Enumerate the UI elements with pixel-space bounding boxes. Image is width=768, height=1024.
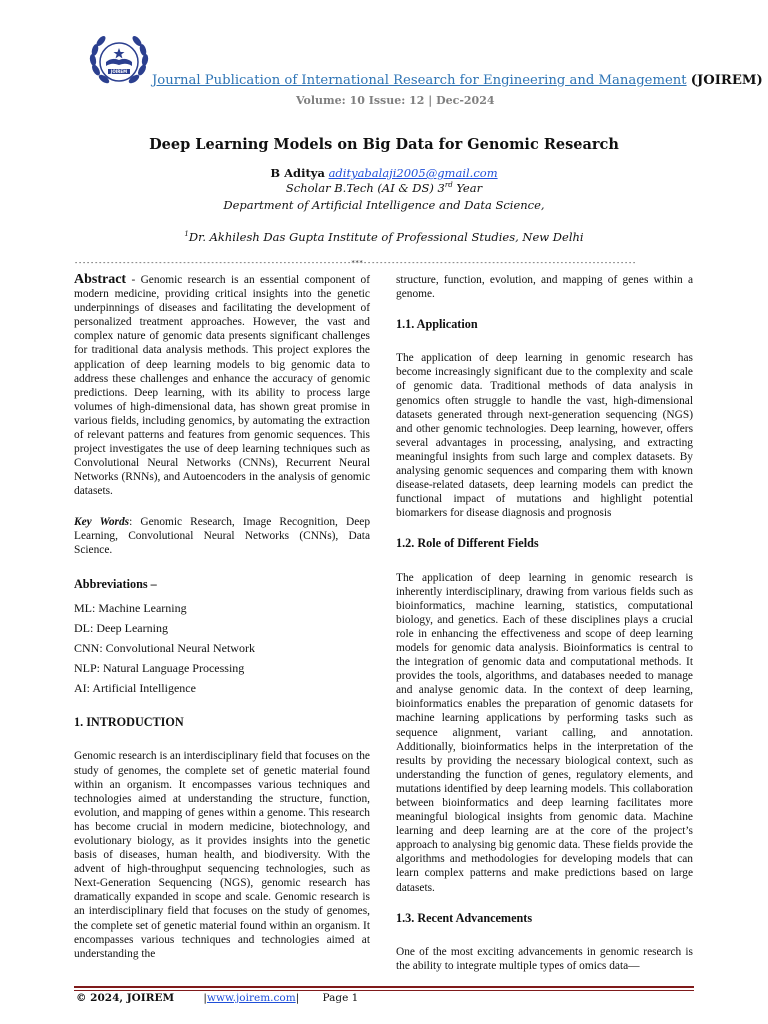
section-roles-text: The application of deep learning in genomic research is inherently interdisciplinary, drawing from various fields such as bioinformatics, machine learning, statistics, computational biology, and genetics. Each of these disciplines plays a crucial role in enhancing the effectiveness and scope of deep learning models for genomic data analysis. Bioinformatics is central to the integration of genomic data and computational methods. It provides the tools, algorithms, and databases needed to manage and analyse genomic data. In the context of deep learning, bioinformatics enables the preparation of genomic datasets for machine learning applications by performing tasks such as sequence alignment, variant calling, and annotation. Additionally, bioinformatics helps in the interpretation of the results by providing the necessary biological context, such as understanding the function of genes, regulatory elements, and mutations identified by deep learning models. This collaboration between bioinformatics and deep learning facilitates more meaningful biological insights from genomic data. Machine learning and deep learning are at the core of the project’s approach to analysing big genomic data. These fields provide the algorithms and methodologies for developing models that can learn complex patterns and make predictions based on large datasets. (396, 571, 693, 894)
right-column (396, 273, 693, 973)
affiliation-institute: $^1$Dr. Akhilesh Das Gupta Institute of Professional Studies, New Delhi (184, 230, 584, 244)
keywords-label: Key Words (74, 515, 130, 528)
journal-name-link[interactable]: Journal Publication of International Research for Engineering and Management (152, 73, 687, 88)
author-name: B Aditya (270, 166, 325, 180)
abbreviation-item: DL: Deep Learning (74, 620, 168, 635)
footer-copyright: © 2024, JOIREM (76, 992, 175, 1004)
affiliation-department: Department of Artificial Intelligence and Data Science, (223, 198, 545, 212)
section-advancements-heading: 1.3. Recent Advancements (396, 910, 533, 925)
abbreviation-item: NLP: Natural Language Processing (74, 661, 245, 676)
footer-divider-end: | (295, 992, 300, 1004)
section-application-text: The application of deep learning in genomic research has become increasingly significant due to the complexity and scale of genomic data. Traditional methods of data analysis in genomics often struggle to handle the vast, high-dimensional datasets generated through next-generation sequencing (NGS) and other genomic technologies. Deep learning, however, offers several advantages in processing, analysing, and extracting meaningful insights from such large and complex datasets. By analysing genomic sequences and comparing them with known disease-related datasets, deep learning models can predict the functional impact of mutations and highlight potential biomarkers for disease diagnosis and prognosis (396, 352, 693, 520)
section-roles-heading: 1.2. Role of Different Fields (396, 536, 539, 551)
abbreviation-item: ML: Machine Learning (74, 600, 187, 615)
svg-text:JOIREM: JOIREM (110, 69, 128, 74)
abstract (74, 273, 370, 499)
introduction-text: Genomic research is an interdisciplinary field that focuses on the study of genomes, the complete set of genetic material found within an organism. It encompasses various techniques and technologies aimed at understanding the structure, function, evolution, and mapping of genes within a genome. This research has become crucial in modern medicine, biotechnology, and evolutionary biology, as it provides insights into the genetic basis of diseases, human health, and biodiversity. With the advent of high-throughput sequencing technologies, such as Next-Generation Sequencing (NGS), genomic research has dramatically expanded in scope and scale. Genomic research is an interdisciplinary field that focuses on the study of genomes, the complete set of genetic material found within an organism. It encompasses various techniques and technologies aimed at understanding the (74, 750, 370, 960)
introduction-heading: 1. INTRODUCTION (74, 715, 184, 730)
paper-title: Deep Learning Models on Big Data for Genomic Research (149, 136, 619, 153)
page-footer (76, 992, 358, 1004)
abbreviations-heading: Abbreviations – (74, 576, 157, 591)
footer-rule (74, 986, 694, 988)
keywords-text: : Genomic Research, Image Recognition, Deep Learning, Convolutional Neural Networks (CNNs), Data Science. (74, 515, 371, 556)
section-advancements-text: One of the most exciting advancements in genomic research is the ability to integrate multiple types of omics data— (396, 945, 693, 972)
keywords (74, 515, 370, 557)
journal-header (0, 73, 768, 88)
footer-divider: | (203, 992, 207, 1004)
section-application-heading: 1.1. Application (396, 317, 478, 332)
abbreviation-item: AI: Artificial Intelligence (74, 681, 196, 696)
abstract-heading: Abstract (74, 272, 127, 287)
affiliation-program: Scholar B.Tech (AI & DS) 3rd Year (285, 181, 483, 195)
volume-issue: Volume: 10 Issue: 12 | Dec-2024 (296, 94, 495, 107)
abstract-text: - Genomic research is an essential component of modern medicine, providing critical insights into the genetic underpinnings of diseases and facilitating the development of personalized treatment approaches. However, the vast and complex nature of genomic data presents significant challenges for traditional data analysis methods. This project explores the application of deep learning models to big genomic data to address these challenges and enhance the accuracy of genomic predictions. Deep learning, with its ability to process large volumes of high-dimensional data, has shown great promise in various fields, including genomics, by automating the extraction of relevant patterns and features from genomic sequences. This project investigates the use of deep learning techniques such as Convolutional Neural Networks (CNNs), Recurrent Neural Networks (RNNs), and Autoencoders in the analysis of genomic datasets. (74, 274, 370, 498)
abbreviation-item: CNN: Convolutional Neural Network (74, 641, 255, 656)
footer-website-link[interactable]: www.joirem.com (206, 992, 296, 1004)
introduction-continuation: structure, function, evolution, and mapping of genes within a genome. (396, 274, 693, 301)
left-column (74, 273, 370, 961)
footer-rule-thin (74, 990, 694, 991)
author-line (0, 166, 768, 180)
author-email-link[interactable]: adityabalaji2005@gmail.com (328, 166, 498, 180)
footer-page-number: Page 1 (322, 992, 359, 1004)
journal-abbreviation: (JOIREM) (690, 73, 763, 88)
section-separator: ---------------------------------------------------------------------***-------------------------------------------------------------------- (74, 259, 637, 267)
